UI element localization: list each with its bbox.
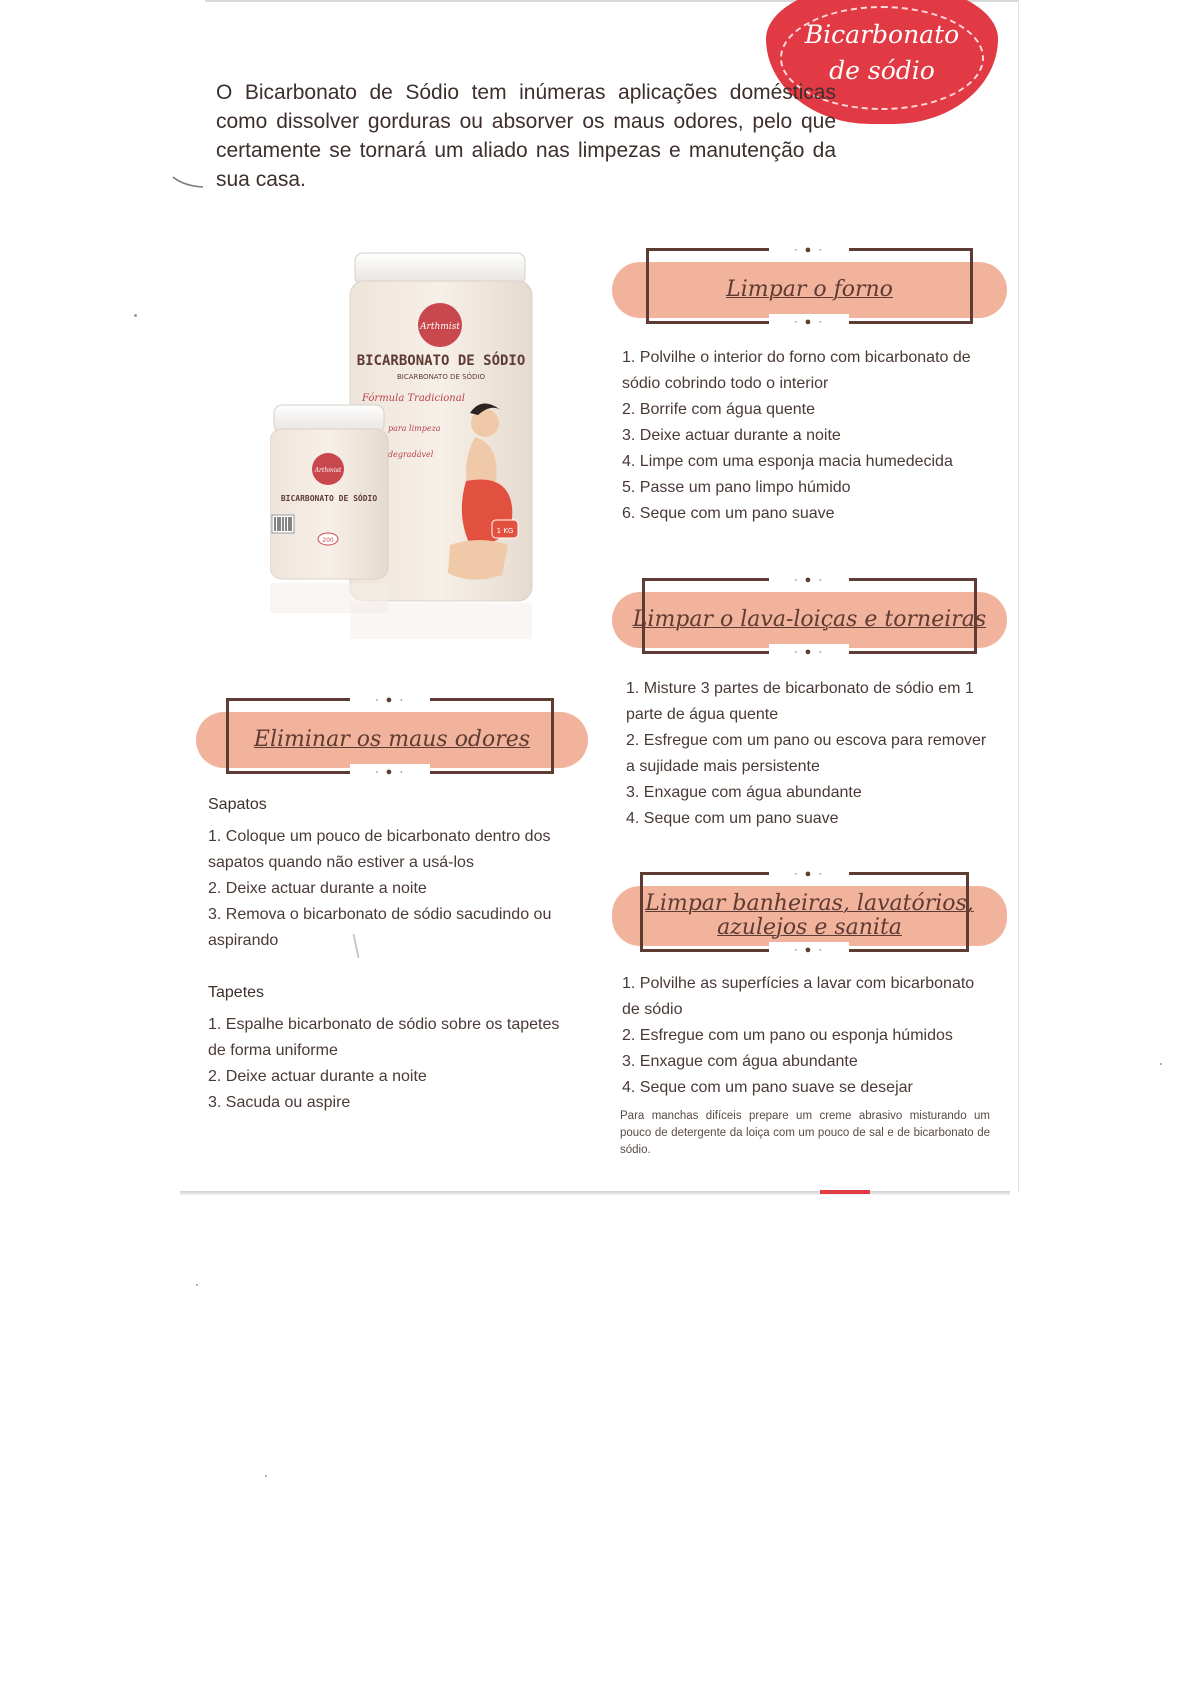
badge-title-line1: Bicarbonato: [804, 20, 960, 49]
list-tapetes: [208, 1012, 559, 1116]
big-jar-brand: Arthmist: [420, 322, 460, 332]
product-image: [270, 245, 570, 645]
page-bottom-edge: [180, 1191, 1010, 1195]
list-item: de sódio: [622, 1001, 683, 1018]
list-item: 2. Esfregue com um pano ou escova para remover: [626, 732, 987, 749]
tip-note: Para manchas difíceis prepare um creme abrasivo misturando um pouco de detergente da loiça com um pouco de sal e de bicarbonato de sódio.: [620, 1110, 990, 1156]
subheading-sapatos: Sapatos: [208, 796, 267, 813]
list-item: 6. Seque com um pano suave: [622, 505, 835, 522]
section-header-forno: · ● · · ● · Limpar o forno: [612, 238, 1007, 334]
list-item: 3. Enxague com água abundante: [622, 1053, 858, 1070]
list-item: 4. Limpe com uma esponja macia humedecida: [622, 453, 953, 470]
list-sapatos: [208, 824, 551, 954]
small-jar-weight: 200: [322, 537, 334, 544]
list-item: 1. Polvilhe as superfícies a lavar com bicarbonato: [622, 975, 975, 992]
badge-title-line2: de sódio: [829, 56, 935, 85]
list-item: sódio cobrindo todo o interior: [622, 375, 829, 392]
big-jar-line-b: degradável: [388, 450, 434, 459]
list-item: 4. Seque com um pano suave: [626, 810, 839, 827]
list-item: 3. Deixe actuar durante a noite: [622, 427, 841, 444]
pen-mark-icon: [172, 176, 204, 188]
small-jar-brand: Arthmist: [314, 467, 342, 474]
list-item: 2. Deixe actuar durante a noite: [208, 880, 427, 897]
list-item: 1. Polvilhe o interior do forno com bicarbonato de: [622, 349, 971, 366]
list-item: 1. Misture 3 partes de bicarbonato de sódio em 1: [626, 680, 974, 697]
small-jar-label: BICARBONATO DE SÓDIO: [280, 494, 378, 503]
intro-paragraph: O Bicarbonato de Sódio tem inúmeras aplicações domésticas como dissolver gorduras ou absorver os maus odores, pelo que certamente se tornará um aliado nas limpezas e manutenção da sua casa.: [216, 81, 836, 191]
big-jar-sublabel: BICARBONATO DE SÓDIO: [396, 373, 486, 381]
list-item: 4. Seque com um pano suave se desejar: [622, 1079, 913, 1096]
subheading-tapetes: Tapetes: [208, 984, 265, 1001]
list-item: 2. Borrife com água quente: [622, 401, 816, 418]
section-header-banheiras: · ● · · ● · Limpar banheiras, lavatórios, azulejos e sanita: [612, 862, 1007, 962]
section-title-banheiras-line1: Limpar banheiras, lavatórios,: [645, 891, 974, 916]
section-title-forno: Limpar o forno: [726, 277, 893, 302]
list-item: 5. Passe um pano limpo húmido: [622, 479, 851, 496]
section-header-odores: · ● · · ● · Eliminar os maus odores: [196, 688, 588, 784]
page-red-mark: [820, 1190, 870, 1194]
list-item: 1. Coloque um pouco de bicarbonato dentro dos: [208, 828, 551, 845]
small-jar-body: [270, 429, 388, 579]
list-forno: [622, 345, 971, 527]
list-item: 3. Sacuda ou aspire: [208, 1094, 351, 1111]
figure-legs: [448, 540, 508, 580]
list-item: 3. Remova o bicarbonato de sódio sacudindo ou: [208, 906, 552, 923]
scan-speck: [265, 1475, 267, 1477]
list-item: a sujidade mais persistente: [626, 758, 820, 775]
scan-speck: [1160, 1063, 1162, 1065]
scan-speck: [134, 314, 137, 317]
list-item: 3. Enxague com água abundante: [626, 784, 862, 801]
section-header-lavaloicas: · ● · · ● · Limpar o lava-loiças e torneiras: [612, 568, 1007, 664]
big-jar-formula: Fórmula Tradicional: [362, 393, 465, 404]
list-banheiras: [622, 971, 974, 1101]
list-item: parte de água quente: [626, 706, 779, 723]
section-title-banheiras-line2: azulejos e sanita: [717, 915, 902, 940]
list-lavaloicas: [626, 676, 986, 832]
section-title-odores: Eliminar os maus odores: [253, 727, 531, 752]
list-item: de forma uniforme: [208, 1042, 338, 1059]
big-jar-weight: 1 KG: [496, 527, 514, 535]
big-jar-line-a: para limpeza: [388, 424, 441, 433]
scan-speck: [196, 1284, 198, 1286]
big-jar-reflection: [350, 603, 532, 639]
list-item: sapatos quando não estiver a usá-los: [208, 854, 474, 871]
big-jar-label: BICARBONATO DE SÓDIO: [356, 353, 526, 369]
list-item: 2. Deixe actuar durante a noite: [208, 1068, 427, 1085]
big-jar-lid: [355, 253, 525, 285]
list-item: aspirando: [208, 932, 279, 949]
list-item: 2. Esfregue com um pano ou esponja húmidos: [622, 1027, 953, 1044]
list-item: 1. Espalhe bicarbonato de sódio sobre os tapetes: [208, 1016, 560, 1033]
section-title-lavaloicas: Limpar o lava-loiças e torneiras: [632, 607, 987, 632]
